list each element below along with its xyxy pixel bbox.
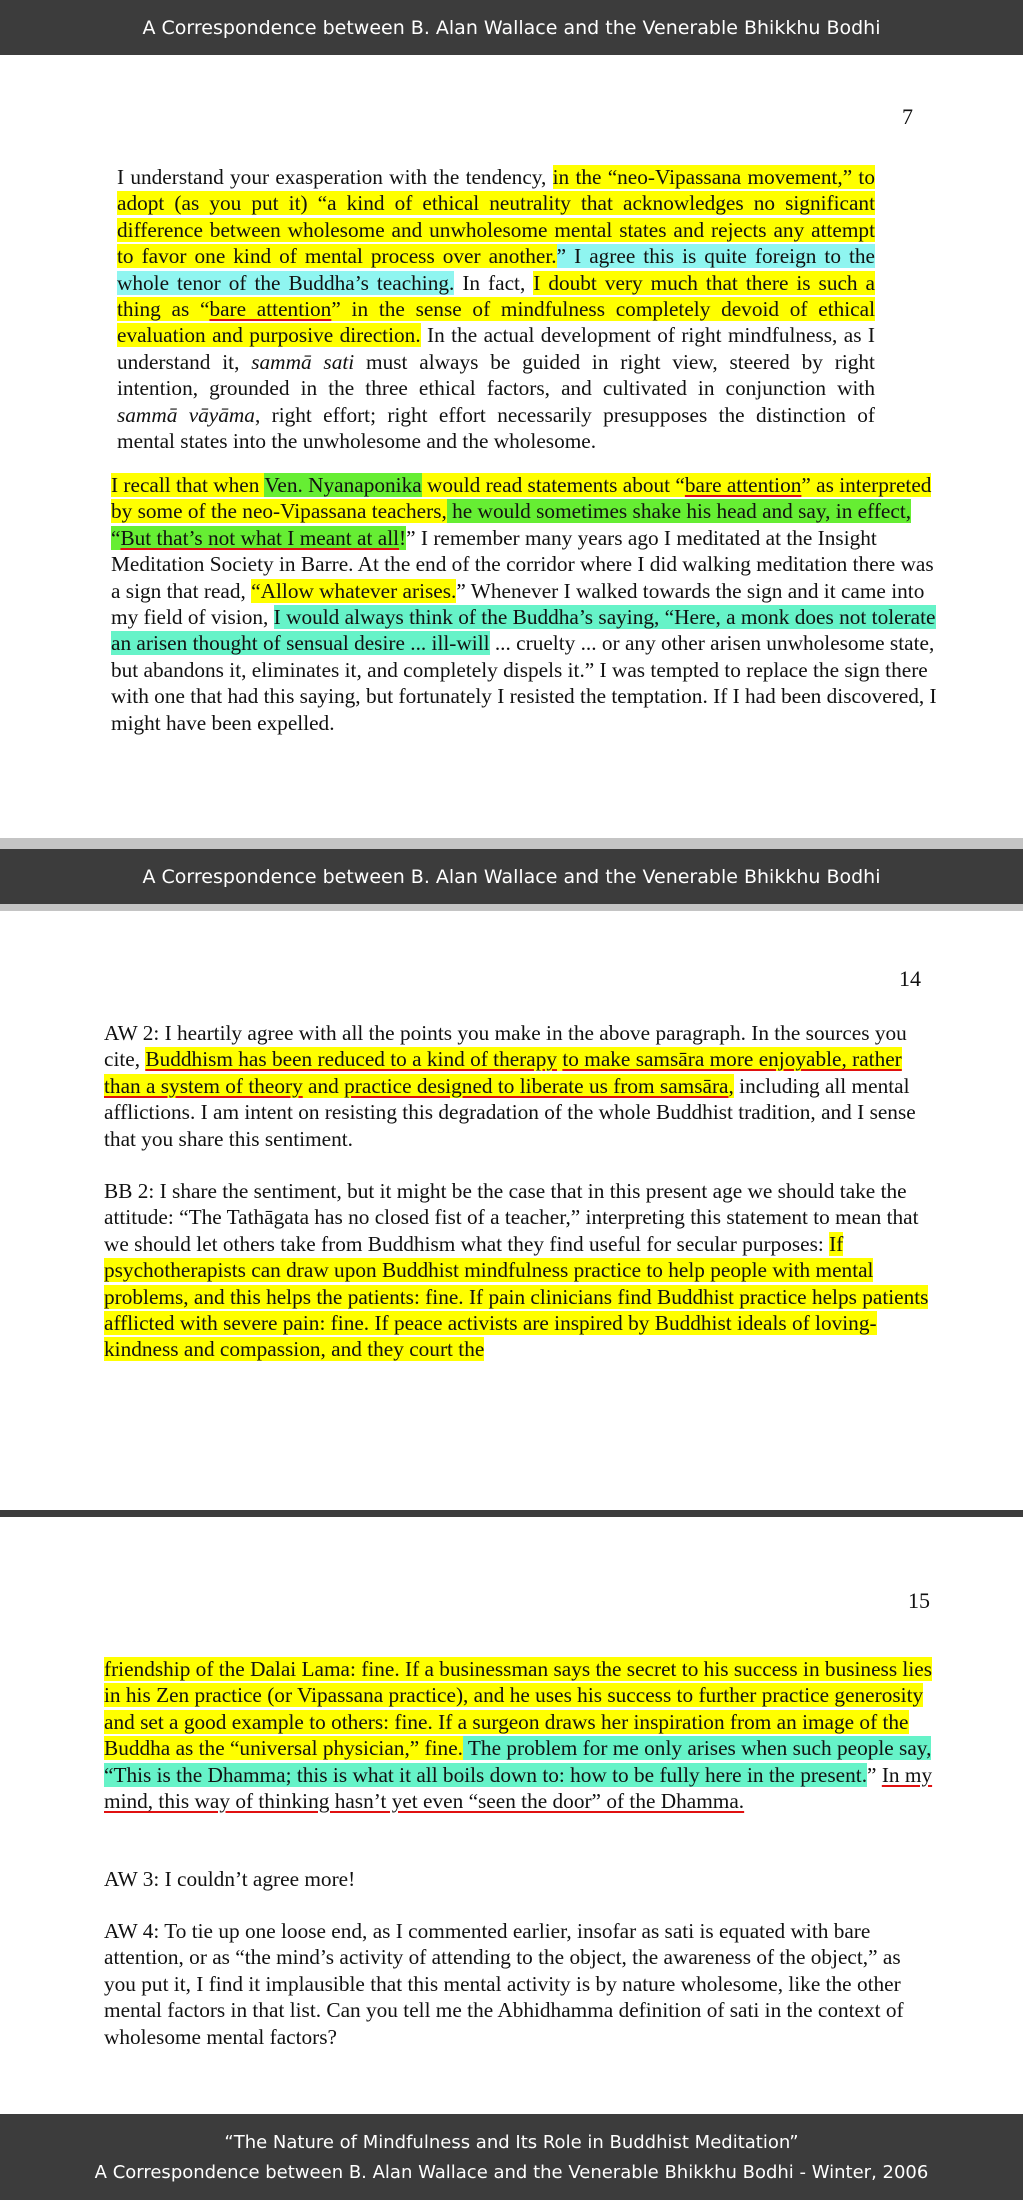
paragraph-p14-2 bbox=[104, 1178, 934, 1363]
header-title: A Correspondence between B. Alan Wallace and the Venerable Bhikkhu Bodhi bbox=[142, 16, 881, 39]
page-gap bbox=[0, 904, 1023, 911]
highlight-yellow-underline: practice designed to liberate us from samsāra bbox=[344, 1073, 729, 1098]
text-run: including all mental afflictions. I am intent on resisting this degradation of the whole Buddhist tradition, and I sense that you share this sentiment. bbox=[104, 1073, 916, 1151]
italic-term: sammā sati bbox=[251, 349, 355, 374]
text-run: ” bbox=[867, 1762, 882, 1787]
text-run: I understand your exasperation with the tendency, bbox=[117, 165, 553, 189]
header-title: A Correspondence between B. Alan Wallace and the Venerable Bhikkhu Bodhi bbox=[142, 865, 881, 888]
text-run: ” Whenever I walked towards the sign and it came into my field of vision, bbox=[111, 578, 925, 630]
text-run: In the actual development of right mindfulness, as I understand it, bbox=[117, 323, 875, 374]
text-run: , right effort; right effort necessarily presupposes the distinction of mental states into the unwholesome and the wholesome. bbox=[117, 402, 875, 454]
text-run: AW 3: I couldn’t agree more! bbox=[104, 1867, 356, 1891]
highlight-yellow: I recall that when bbox=[111, 473, 265, 497]
text-run: ” as interpreted by some of the neo-Vipassana teachers, bbox=[111, 473, 932, 524]
text-run: In fact, bbox=[454, 270, 534, 295]
paragraph-p14-1 bbox=[104, 1020, 934, 1152]
text-run: must always be guided in right view, steered by right intention, grounded in the three ethical factors, and cultivated in conjunction with bbox=[117, 349, 875, 401]
footer-line-2: A Correspondence between B. Alan Wallace and the Venerable Bhikkhu Bodhi - Winter, 2006 bbox=[94, 2162, 929, 2183]
page-number-14: 14 bbox=[899, 966, 921, 991]
footer-line-1: “The Nature of Mindfulness and Its Role in Buddhist Meditation” bbox=[224, 2132, 799, 2153]
text-run: AW 4: To tie up one loose end, as I commented earlier, insofar as sati is equated with bare attention, or as “the mind’s activity of attending to the object, the awareness of the object,” as you put it, I find it implausible that this mental activity is by nature wholesome, like the other mental factors in that list. Can you tell me the Abhidhamma definition of sati in the context of wholesome mental factors? bbox=[104, 1919, 904, 2049]
page-number-7: 7 bbox=[902, 104, 913, 129]
page-footer bbox=[0, 2114, 1023, 2200]
italic-term: sammā vāyāma bbox=[117, 402, 255, 427]
page-gap bbox=[0, 838, 1023, 849]
highlight-yellow: If psychotherapists can draw upon Buddhist mindfulness practice to help people with mental problems, and this helps the patients: fine. If pain clinicians find Buddhist practice helps patients afflicted with severe pain: fine. If peace activists are inspired by Buddhist ideals of loving-kindness and compassion, and they court the bbox=[104, 1231, 929, 1362]
text-run: ” I remember many years ago I meditated at the Insight Meditation Society in Barre. At the end of the corridor where I did walking meditation there was a sign that read, bbox=[111, 525, 934, 603]
underline-red: But that’s not what I meant at all bbox=[120, 525, 400, 550]
paragraph-p7-2 bbox=[111, 472, 937, 736]
paragraph-p15-2 bbox=[104, 1866, 934, 1892]
highlight-teal: I would always think of the Buddha’s saying, “Here, a monk does not tolerate an arisen thought of sensual desire ... ill-will bbox=[111, 605, 936, 656]
highlight-yellow: and bbox=[302, 1073, 345, 1098]
highlight-yellow: “Allow whatever arises. bbox=[251, 578, 457, 603]
text-run: ” in the sense of mindfulness completely devoid of ethical evaluation and purposive direction. bbox=[117, 297, 875, 348]
highlight-yellow: , bbox=[728, 1073, 734, 1098]
text-run: he would sometimes shake his head and say, in effect, “ bbox=[111, 499, 912, 550]
text-run: AW 2: I heartily agree with all the points you make in the above paragraph. In the sources you cite, bbox=[104, 1021, 907, 1072]
paragraph-p15-1 bbox=[104, 1656, 934, 1814]
text-run: would read statements about “ bbox=[421, 473, 685, 497]
page-header-2 bbox=[0, 849, 1023, 904]
highlight-yellow: in the “neo-Vipassana movement,” to adopt (as you put it) “a kind of ethical neutrality that acknowledges no significant difference between wholesome and unwholesome mental states and rejects any attempt to favor one kind of mental process over another. bbox=[117, 165, 875, 269]
page-divider bbox=[0, 1510, 1023, 1517]
highlight-teal: The problem for me only arises when such people say, “This is the Dhamma; this is what it all boils down to: how to be fully here in the present. bbox=[104, 1736, 932, 1787]
highlight-cyan: ” I agree this is quite foreign to the whole tenor of the Buddha’s teaching. bbox=[117, 244, 875, 295]
text-run: I doubt very much that there is such a thing as “ bbox=[117, 270, 876, 322]
page-number-15: 15 bbox=[908, 1588, 930, 1613]
page-header-1 bbox=[0, 0, 1023, 55]
highlight-yellow-underline: to make samsāra more enjoyable, rather than a system of theory bbox=[104, 1047, 902, 1098]
highlight-yellow: friendship of the Dalai Lama: fine. If a businessman says the secret to his success in business lies in his Zen practice (or Vipassana practice), and he uses his success to further practice generosity and set a good example to others: fine. If a surgeon draws her inspiration from an image of the Buddha as the “universal physician,” fine. bbox=[104, 1657, 933, 1761]
highlight-yellow-underline: Buddhism has been reduced to a kind of therapy bbox=[145, 1047, 558, 1072]
paragraph-p7-1 bbox=[117, 164, 875, 454]
underline-red: bare attention bbox=[209, 297, 332, 322]
text-run: ! bbox=[399, 525, 407, 550]
text-run: ... cruelty ... or any other arisen unwholesome state, but abandons it, eliminates it, and completely dispels it.” I was tempted to replace the sign there with one that had this saying, but fortunately I resisted the temptation. If I had been discovered, I might have been expelled. bbox=[111, 631, 937, 735]
underline-red: In my mind, this way of thinking hasn’t yet even “seen the door” of the Dhamma. bbox=[104, 1762, 933, 1814]
underline-red: bare attention bbox=[684, 473, 802, 497]
paragraph-p15-3 bbox=[104, 1918, 934, 2050]
highlight-green: Ven. Nyanaponika bbox=[264, 473, 422, 497]
text-run: BB 2: I share the sentiment, but it might be the case that in this present age we should take the attitude: “The Tathāgata has no closed fist of a teacher,” interpreting this statement to mean that we should let others take from Buddhism what they find useful for secular purposes: bbox=[104, 1179, 919, 1256]
